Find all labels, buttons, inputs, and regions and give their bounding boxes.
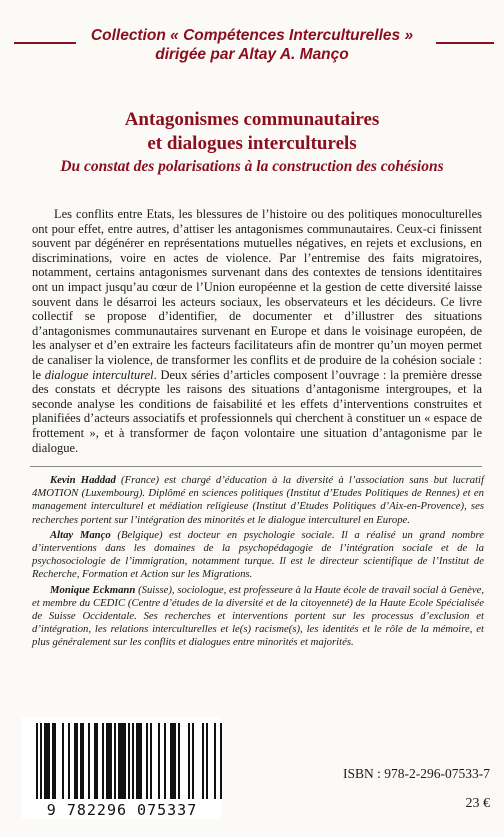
header-rule-right bbox=[436, 42, 494, 44]
barcode-bar bbox=[172, 723, 174, 799]
author-bio bbox=[32, 584, 484, 650]
barcode-digits: 9 782296 075337 bbox=[46, 801, 198, 819]
barcode-bar bbox=[88, 723, 90, 799]
barcode-bar bbox=[62, 723, 64, 799]
barcode-bar bbox=[164, 723, 166, 799]
barcode-bar bbox=[124, 723, 126, 799]
barcode-bar bbox=[146, 723, 148, 799]
barcode-bar bbox=[94, 723, 96, 799]
barcode-bar bbox=[106, 723, 108, 799]
barcode-bar bbox=[54, 723, 56, 799]
book-title bbox=[0, 108, 504, 156]
barcode-bar bbox=[122, 723, 124, 799]
barcode-bar bbox=[118, 723, 120, 799]
barcode-bar bbox=[214, 723, 216, 799]
barcode-bar bbox=[68, 723, 70, 799]
author-name: Monique Eckmann bbox=[50, 583, 136, 596]
collection-header bbox=[0, 26, 504, 64]
barcode-bar bbox=[220, 723, 222, 799]
author-bios bbox=[32, 474, 484, 652]
barcode-bar bbox=[102, 723, 104, 799]
barcode-bar bbox=[96, 723, 98, 799]
barcode-bar bbox=[48, 723, 50, 799]
book-subtitle: Du constat des polarisations à la construction des cohésions bbox=[60, 158, 444, 175]
barcode-bar bbox=[52, 723, 54, 799]
barcode-bar bbox=[202, 723, 204, 799]
barcode-bar bbox=[150, 723, 152, 799]
summary-text-part-2: . Deux séries d’articles composent l’ouvrage : la première dresse des constats et décrypte les raisons des situations d’antagonisme intergroupes, et la seconde analyse les conditions de faisabilité et les effets d’interventions construites et planifiées d’acteurs associatifs et professionnels qui cherchent à constituer un « espace de frottement », et à transformer de façon volontaire une situation d’antagonisme par le dialogue. bbox=[32, 367, 482, 455]
barcode-bar bbox=[192, 723, 194, 799]
barcode-bar bbox=[40, 723, 42, 799]
barcode-bar bbox=[178, 723, 180, 799]
price-label: 23 € bbox=[465, 796, 490, 811]
barcode-bar bbox=[80, 723, 82, 799]
barcode-bar bbox=[170, 723, 172, 799]
barcode-bar bbox=[74, 723, 76, 799]
barcode-bar bbox=[174, 723, 176, 799]
barcode-bar bbox=[76, 723, 78, 799]
summary-italic-term: dialogue interculturel bbox=[44, 367, 154, 382]
barcode-bar bbox=[132, 723, 134, 799]
author-bio bbox=[32, 474, 484, 527]
section-divider bbox=[30, 466, 482, 467]
barcode-bar bbox=[108, 723, 110, 799]
author-name: Kevin Haddad bbox=[50, 474, 116, 486]
summary-text-part-1: Les conflits entre Etats, les blessures de l’histoire ou des politiques monoculturelles ont pour effet, entre autres, d’attiser les antagonismes communautaires. Ceux-ci finissent souvent par dégénérer en représentations mutuelles négatives, en rejets et exclusions, en discriminations, voire en actes de violence. Par l’entremise des faits migratoires, notamment, certains antagonismes survenant dans des contextes de tensions identitaires ont un impact jusqu’au cœur de l’Union européenne et la gestion de cette diversité laisse souvent dans le désarroi les acteurs sociaux, les observateurs et les décideurs. Ce livre collectif se propose d’identifier, de documenter et d’illustrer des situations d’antagonismes communautaires survenant en Europe et dans le voisinage européen, de les analyser et d’en extraire les facteurs facilitateurs afin de montrer qu’un moyen permet de canaliser la violence, de transformer les conflits et de produire de la cohésion sociale : le bbox=[32, 207, 482, 382]
barcode-bar bbox=[206, 723, 208, 799]
director-line: dirigée par Altay A. Manço bbox=[155, 46, 349, 63]
barcode-bar bbox=[138, 723, 140, 799]
barcode-bar bbox=[44, 723, 46, 799]
barcode-bar bbox=[82, 723, 84, 799]
author-name: Altay Manço bbox=[50, 528, 111, 541]
barcode-bar bbox=[128, 723, 130, 799]
barcode-bar bbox=[120, 723, 122, 799]
collection-line: Collection « Compétences Interculturelles » bbox=[90, 27, 414, 44]
book-title-line-2: et dialogues interculturels bbox=[147, 133, 357, 154]
summary-paragraph bbox=[32, 207, 482, 455]
author-bio-text: (Suisse), sociologue, est professeure à la Haute école de travail social à Genève, et membre du CEDIC (Centre d’études de la diversité et de la citoyenneté) de la Haute Ecole Spécialisée de Suisse Occidentale. Ses recherches et interventions portent sur les processus d’exclusion et d’intégration, les relations interculturelles et le(s) racisme(s), les identités et le rôle de la mémoire, et plus généralement sur les conflits et dialogues entre minorités et majorités. bbox=[32, 583, 484, 649]
book-title-line-1: Antagonismes communautaires bbox=[124, 109, 380, 130]
barcode-bar bbox=[136, 723, 138, 799]
author-bio bbox=[32, 529, 484, 582]
author-bio-text: (Belgique) est docteur en psychologie sociale. Il a réalisé un grand nombre d’interventions dans les domaines de la psychopédagogie de l’intégration sociale et de la psychosociologie de l’immigration, notamment turque. Il est le directeur scientifique de l’Institut de Recherche, Formation et Action sur les Migrations. bbox=[32, 528, 484, 581]
barcode-bar bbox=[114, 723, 116, 799]
isbn-label: ISBN : 978-2-296-07533-7 bbox=[343, 766, 490, 781]
barcode-bar bbox=[140, 723, 142, 799]
barcode-bar bbox=[110, 723, 112, 799]
barcode-bar bbox=[46, 723, 48, 799]
author-bio-text: (France) est chargé d’éducation à la diversité à l’association sans but lucratif 4MOTION (Luxembourg). Diplômé en sciences politiques (Institut d’Etudes Politiques de Rennes) et en management interculturel et médiation religieuse (Institut d’Etudes Politiques d’Aix-en-Provence), ses recherches portent sur l’intégration des minorités et le dialogue interculturel en Europe. bbox=[32, 474, 484, 526]
barcode-bars bbox=[22, 717, 222, 801]
barcode-bar bbox=[36, 723, 38, 799]
barcode-bar bbox=[158, 723, 160, 799]
barcode bbox=[22, 717, 222, 819]
barcode-bar bbox=[188, 723, 190, 799]
